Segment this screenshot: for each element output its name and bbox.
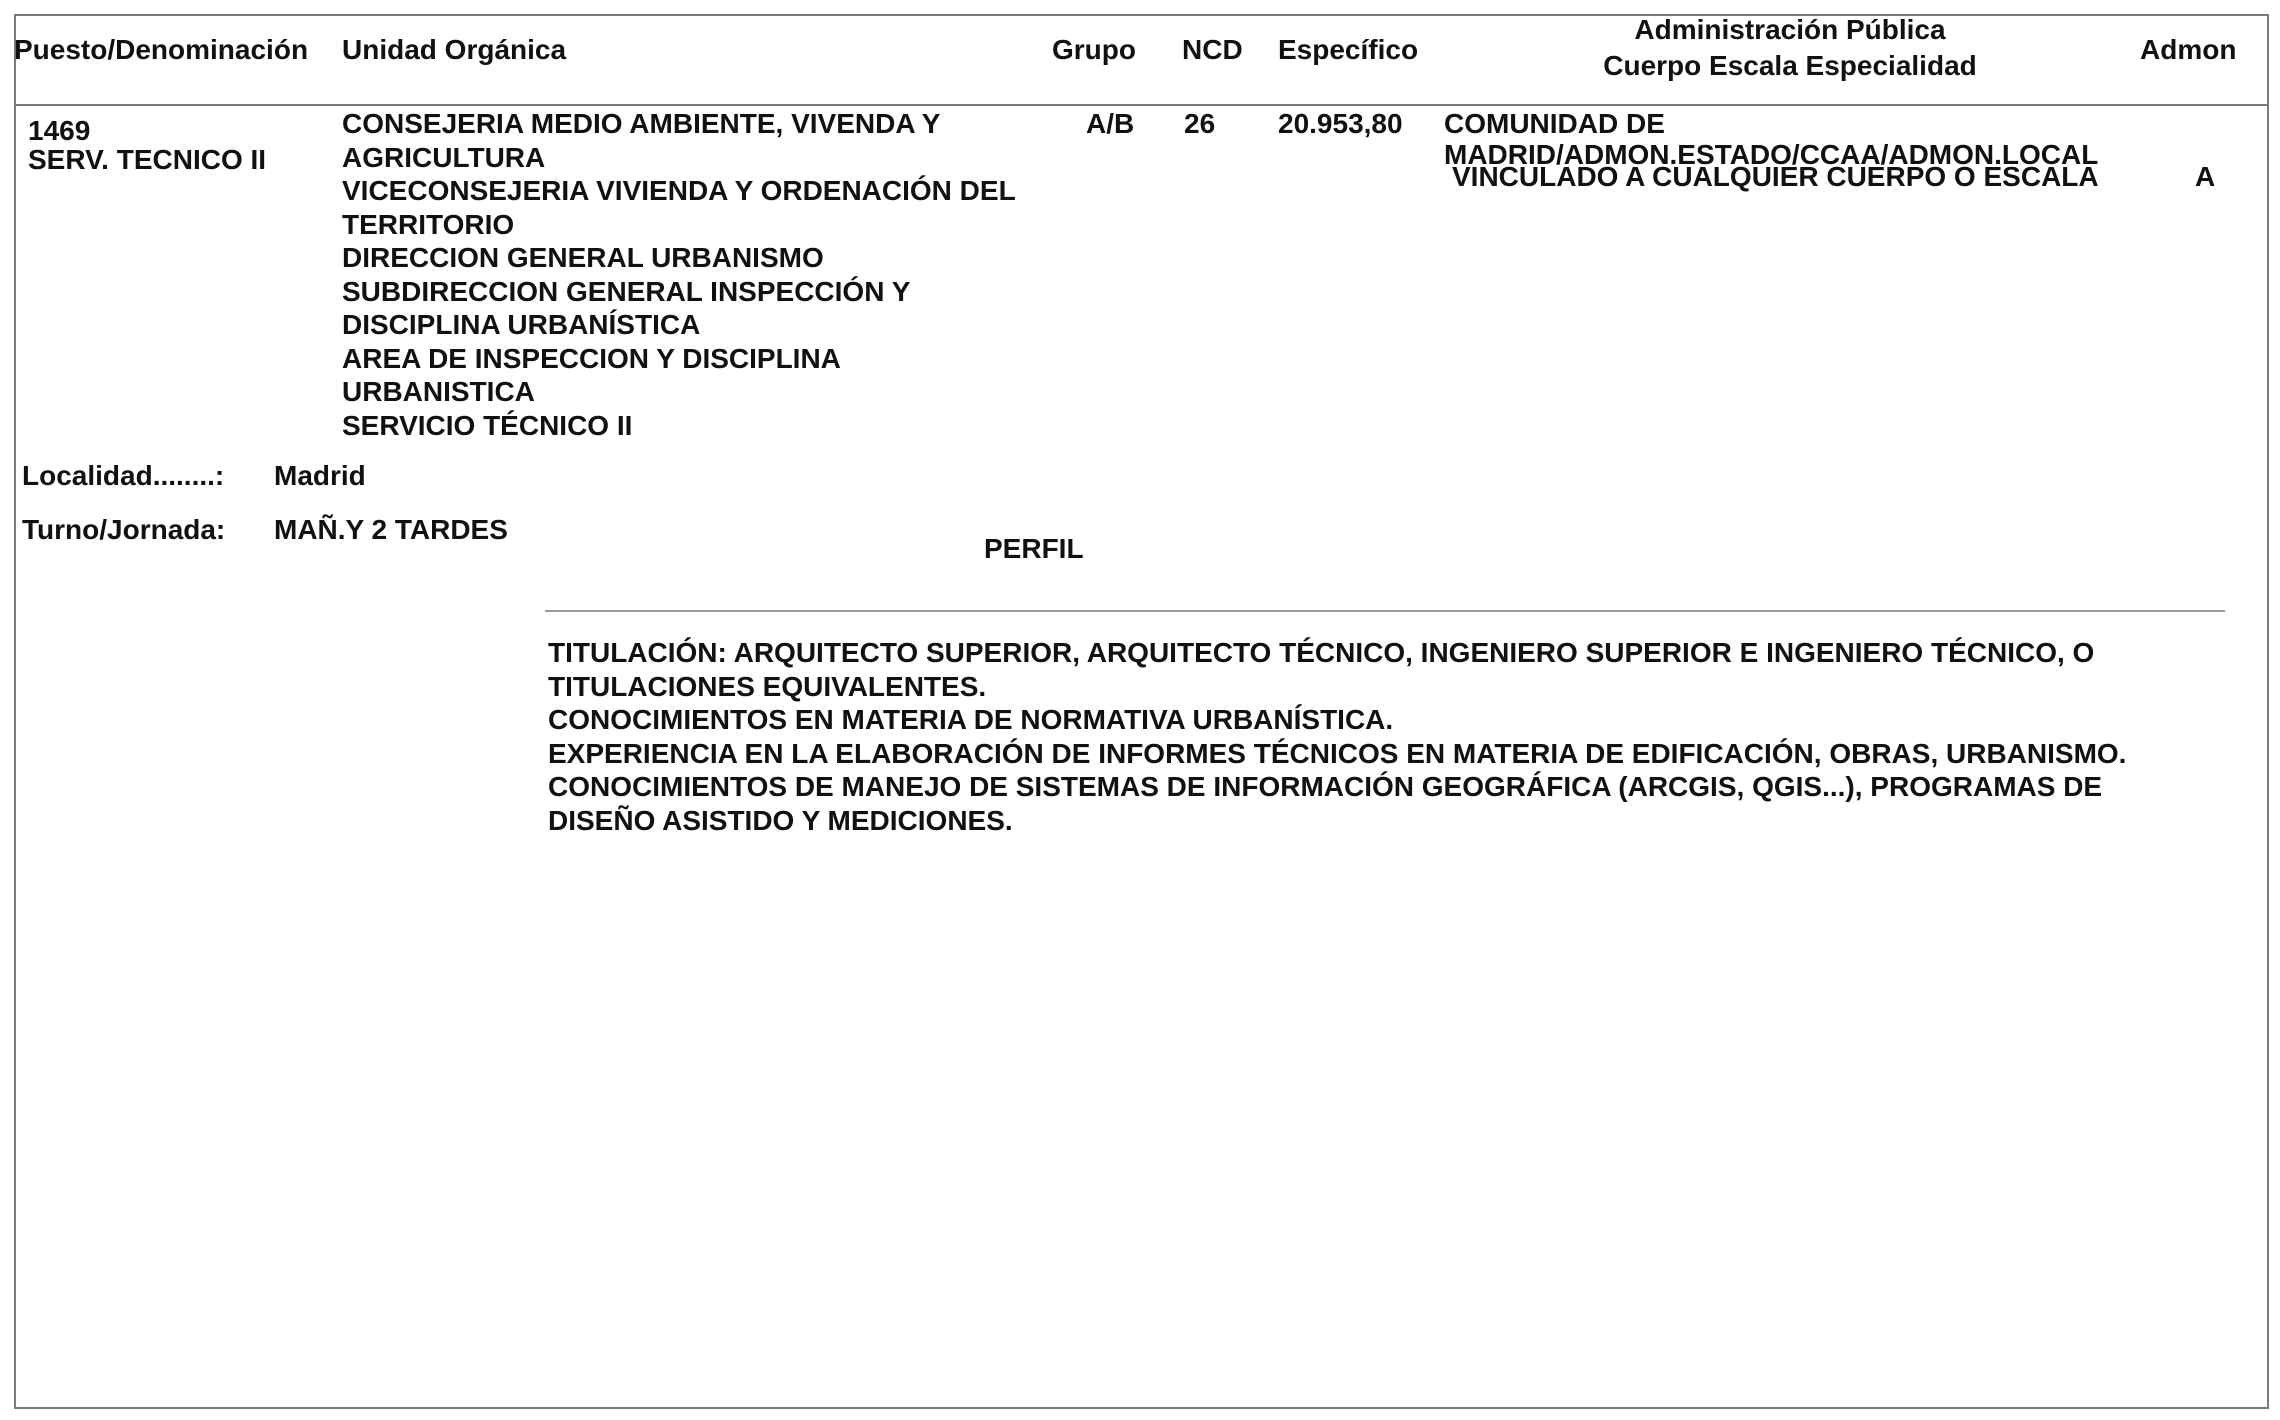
unidad-line: SERVICIO TÉCNICO II xyxy=(342,409,633,441)
turno-value: MAÑ.Y 2 TARDES xyxy=(274,514,508,545)
header-puesto: Puesto/Denominación xyxy=(14,34,309,65)
header-admon: Admon xyxy=(2140,34,2237,65)
perfil-title: PERFIL xyxy=(984,533,1084,564)
ncd-value: 26 xyxy=(1184,108,1216,139)
perfil-line: TITULACIONES EQUIVALENTES. xyxy=(548,670,987,702)
unidad-line: DISCIPLINA URBANÍSTICA xyxy=(342,309,701,340)
unidad-line: CONSEJERIA MEDIO AMBIENTE, VIVENDA Y xyxy=(342,108,941,139)
perfil-divider xyxy=(545,610,2225,612)
unidad-organica xyxy=(342,107,1016,442)
header-divider xyxy=(14,104,2269,106)
localidad-value: Madrid xyxy=(274,460,366,491)
administracion-line2: MADRID/ADMON.ESTADO/CCAA/ADMON.LOCAL xyxy=(1444,139,2099,170)
perfil-line: EXPERIENCIA EN LA ELABORACIÓN DE INFORMES TÉCNICOS EN MATERIA DE EDIFICACIÓN, OBRAS, URBANISMO. xyxy=(548,737,2127,769)
especifico-value: 20.953,80 xyxy=(1278,108,1403,139)
perfil-line: CONOCIMIENTOS DE MANEJO DE SISTEMAS DE INFORMACIÓN GEOGRÁFICA (ARCGIS, QGIS...), PROGRAMAS DE xyxy=(548,771,2103,802)
perfil-line: CONOCIMIENTOS EN MATERIA DE NORMATIVA URBANÍSTICA. xyxy=(548,704,1394,735)
admon-value: A xyxy=(2195,161,2216,192)
unidad-line: SUBDIRECCION GENERAL INSPECCIÓN Y xyxy=(342,275,911,307)
header-grupo: Grupo xyxy=(1052,34,1136,65)
header-cuerpo-escala: Cuerpo Escala Especialidad xyxy=(1603,50,1977,81)
unidad-line: URBANISTICA xyxy=(342,376,535,407)
unidad-line: DIRECCION GENERAL URBANISMO xyxy=(342,242,824,273)
perfil-line: DISEÑO ASISTIDO Y MEDICIONES. xyxy=(548,804,1013,836)
puesto-denominacion: SERV. TECNICO II xyxy=(28,144,267,175)
administracion-line1: COMUNIDAD DE xyxy=(1444,108,1665,139)
header-admin-publica: Administración Pública xyxy=(1634,14,1946,45)
unidad-line: AGRICULTURA xyxy=(342,141,546,173)
perfil-text xyxy=(548,636,2126,837)
turno-label: Turno/Jornada: xyxy=(22,514,226,545)
unidad-line: TERRITORIO xyxy=(342,208,515,240)
unidad-line: AREA DE INSPECCION Y DISCIPLINA xyxy=(342,342,841,374)
puesto-numero: 1469 xyxy=(28,115,91,146)
header-especifico: Específico xyxy=(1278,34,1419,65)
perfil-line: TITULACIÓN: ARQUITECTO SUPERIOR, ARQUITECTO TÉCNICO, INGENIERO SUPERIOR E INGENIERO TÉCNICO, O xyxy=(548,637,2095,668)
header-unidad: Unidad Orgánica xyxy=(342,34,567,65)
grupo-value: A/B xyxy=(1086,108,1135,139)
unidad-line: VICECONSEJERIA VIVIENDA Y ORDENACIÓN DEL xyxy=(342,175,1016,206)
cuerpo-value: VINCULADO A CUALQUIER CUERPO O ESCALA xyxy=(1452,161,2099,192)
header-ncd: NCD xyxy=(1182,34,1243,65)
localidad-label: Localidad........: xyxy=(22,460,225,491)
